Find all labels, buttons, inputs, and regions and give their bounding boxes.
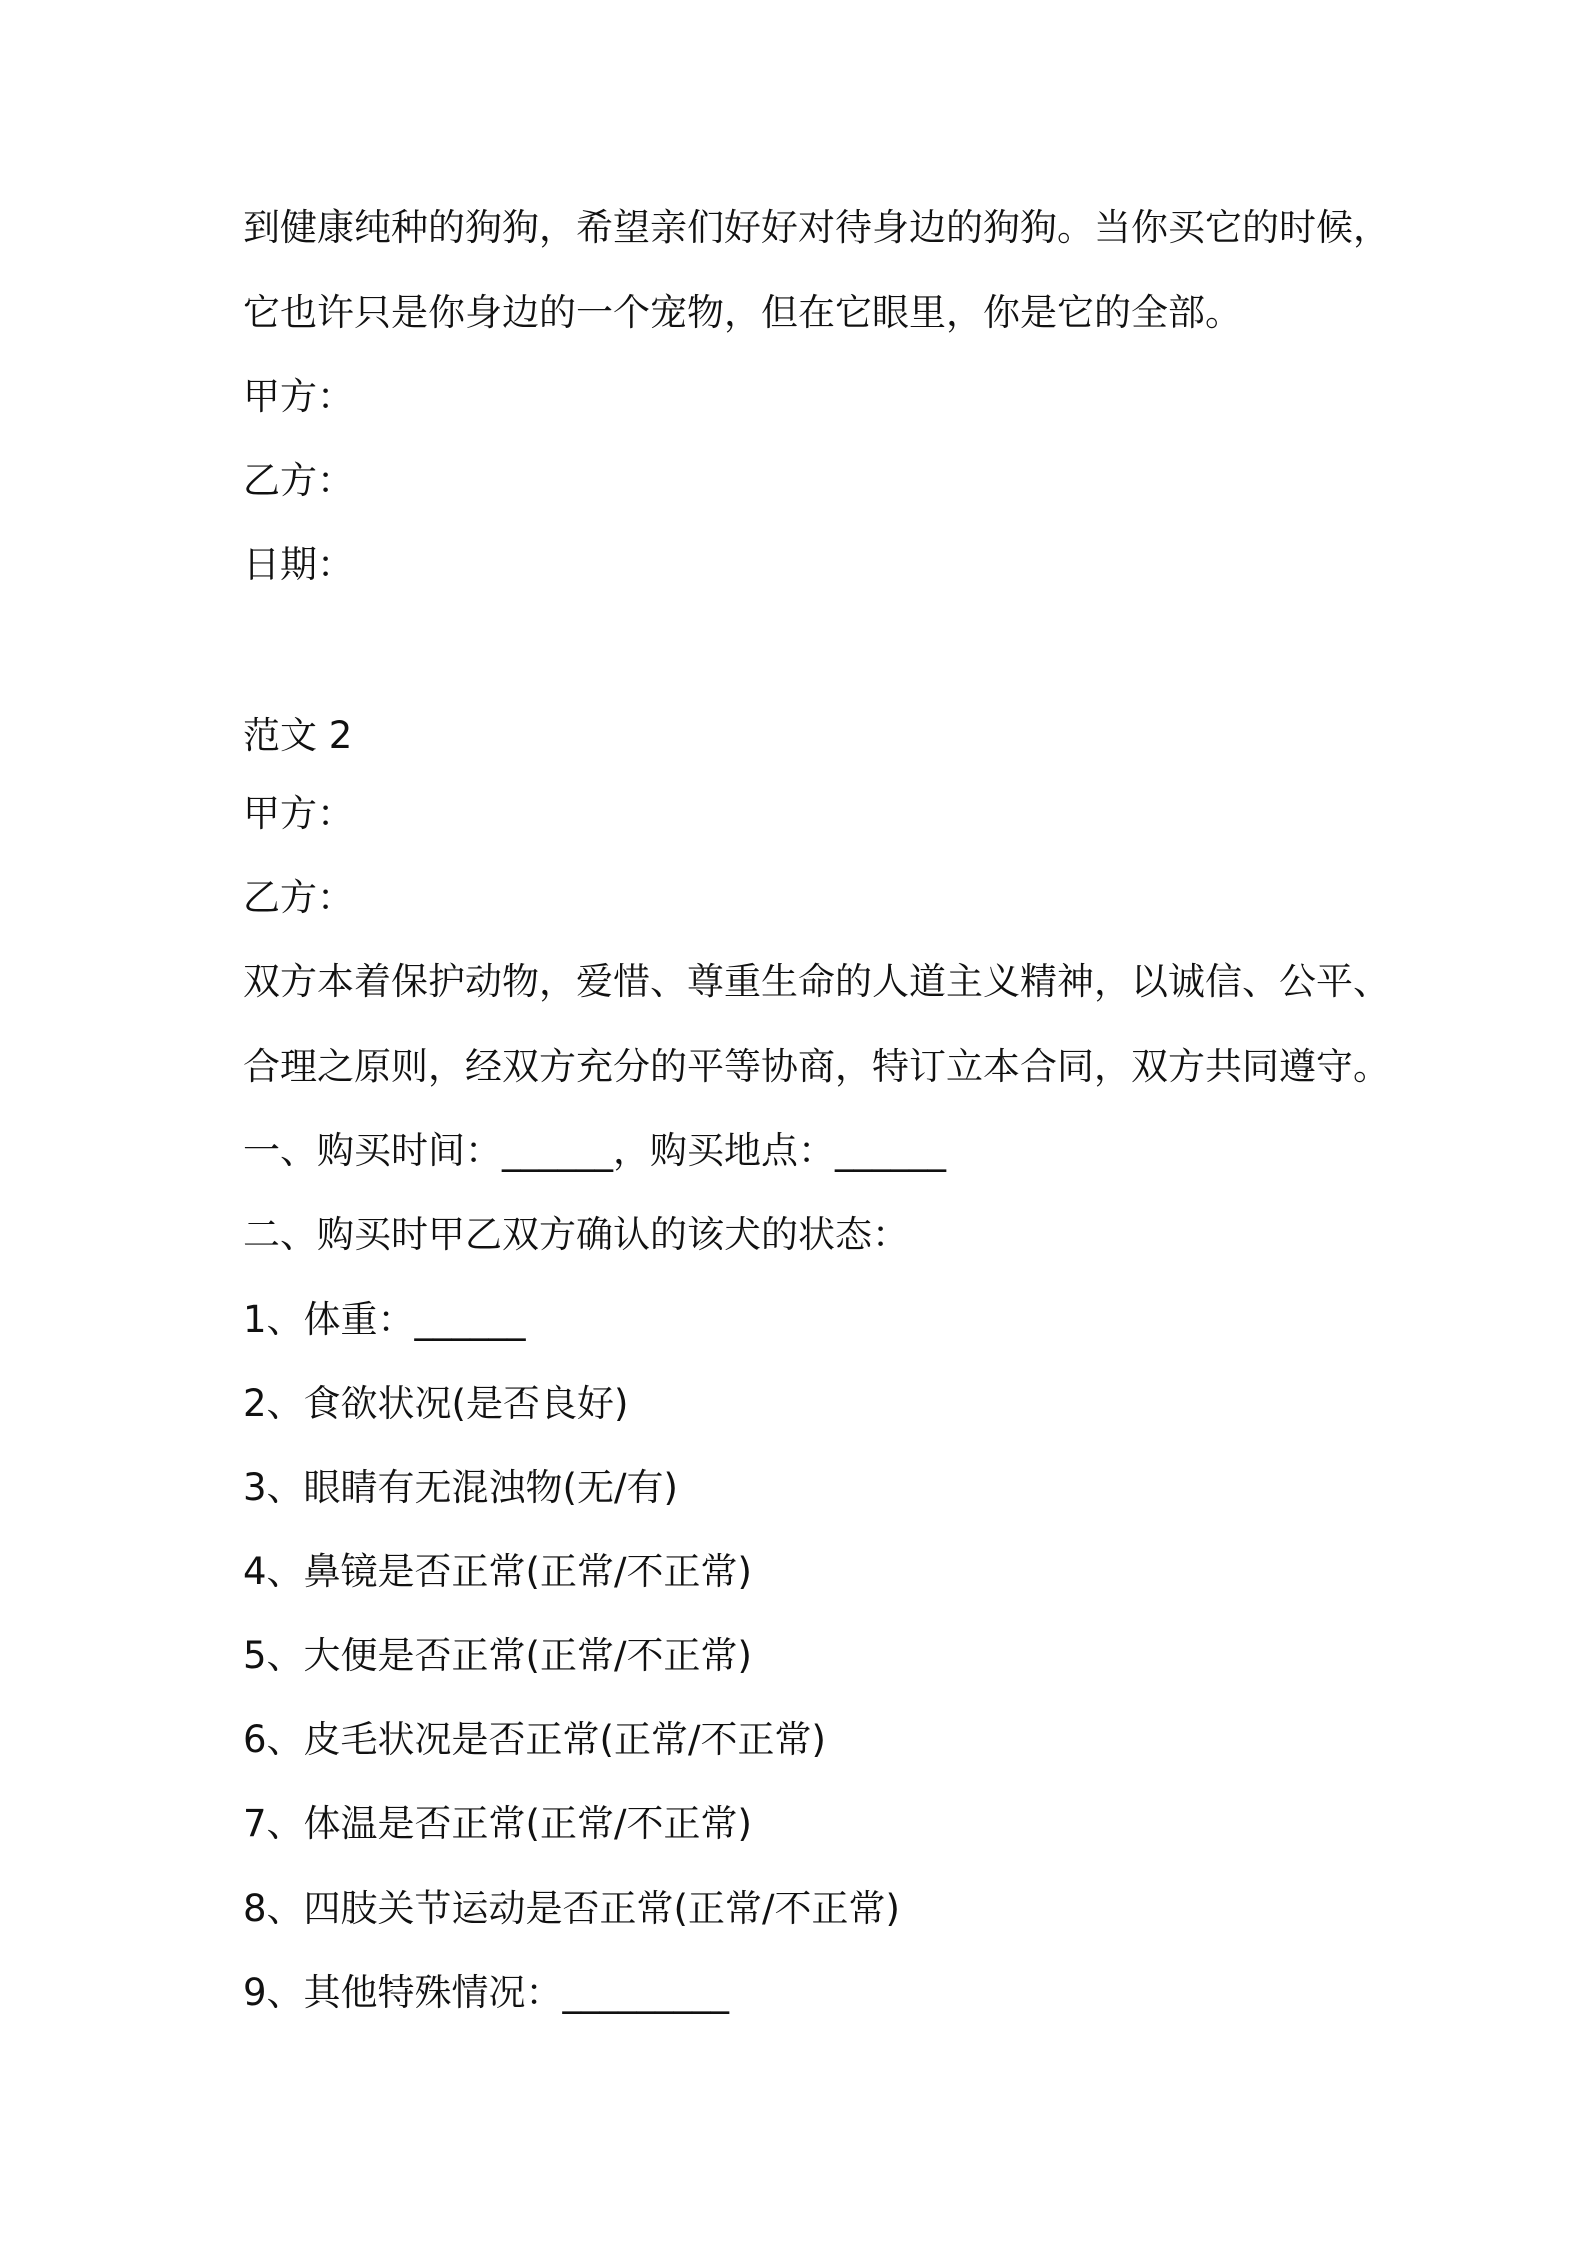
condition-item: 4、鼻镜是否正常(正常/不正常) xyxy=(243,1550,752,1593)
preamble-line: 合理之原则，经双方充分的平等协商，特订立本合同，双方共同遵守。 xyxy=(243,1045,1390,1088)
party-b-label: 乙方： xyxy=(243,876,354,919)
party-a-label: 甲方： xyxy=(243,792,354,835)
condition-item: 6、皮毛状况是否正常(正常/不正常) xyxy=(243,1718,826,1761)
condition-item: 1、体重：______ xyxy=(243,1298,526,1341)
clause-dog-condition: 二、购买时甲乙双方确认的该犬的状态： xyxy=(243,1213,909,1256)
condition-item: 8、四肢关节运动是否正常(正常/不正常) xyxy=(243,1887,900,1930)
condition-item: 5、大便是否正常(正常/不正常) xyxy=(243,1634,752,1677)
section-heading: 范文 2 xyxy=(243,714,353,757)
condition-item: 3、眼睛有无混浊物(无/有) xyxy=(243,1466,678,1509)
condition-item: 9、其他特殊情况：_________ xyxy=(243,1971,730,2014)
condition-item: 2、食欲状况(是否良好) xyxy=(243,1382,629,1425)
preamble-line: 双方本着保护动物，爱惜、尊重生命的人道主义精神，以诚信、公平、 xyxy=(243,960,1390,1003)
paragraph-line: 到健康纯种的狗狗，希望亲们好好对待身边的狗狗。当你买它的时候， xyxy=(243,206,1390,249)
paragraph-line: 它也许只是你身边的一个宠物，但在它眼里，你是它的全部。 xyxy=(243,291,1242,334)
date-label: 日期： xyxy=(243,543,354,586)
condition-item: 7、体温是否正常(正常/不正常) xyxy=(243,1802,752,1845)
clause-purchase-time-place: 一、购买时间：______，购买地点：______ xyxy=(243,1129,946,1172)
party-b-label: 乙方： xyxy=(243,459,354,502)
party-a-label: 甲方： xyxy=(243,375,354,418)
